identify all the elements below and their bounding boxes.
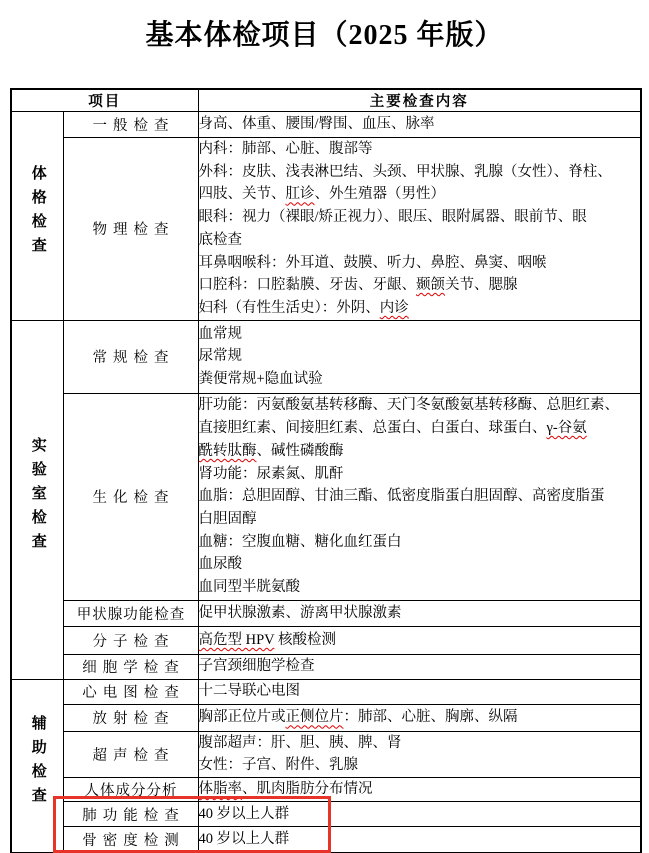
item-cell-ecg-check: 心电图检查 (63, 679, 198, 704)
item-cell-biochem-check: 生化检查 (63, 393, 198, 600)
content-text-misspelled: 酰转肽酶 (198, 442, 257, 459)
content-cell (198, 626, 641, 654)
item-cell-thyroid-check: 甲状腺功能检查 (63, 600, 198, 626)
item-cell-body-composition: 人体成分分析 (63, 778, 198, 802)
table-row (11, 626, 641, 654)
group-label-auxiliary (11, 679, 63, 852)
group-label-text: 辅助检查 (29, 715, 46, 812)
group-label-text: 体格检查 (29, 165, 46, 262)
content-text: 腹部超声：肝、胆、胰、脾、肾 (198, 734, 402, 751)
document-title: 基本体检项目（2025 年版） (145, 20, 504, 51)
content-text-misspelled: 颞颌 (416, 277, 445, 294)
item-cell-cytology-check: 细胞学检查 (63, 654, 198, 679)
content-text: 核酸检测 (274, 631, 336, 648)
content-text: 粪便常规+隐血试验 (198, 370, 323, 387)
content-text: 子宫颈细胞学检查 (198, 658, 315, 675)
table-row (11, 393, 641, 600)
content-text-misspelled: 体脂率 (198, 781, 242, 798)
content-text: 直接胆红素、间接胆红素、总蛋白、白蛋白、球蛋白、 (198, 420, 547, 437)
content-text: 促甲状腺激素、游离甲状腺激素 (198, 604, 402, 621)
exam-table (10, 88, 642, 853)
content-text: 血尿酸 (198, 556, 242, 573)
table-row-highlighted (11, 802, 641, 827)
content-text: 血常规 (198, 325, 242, 342)
content-text: 血脂：总胆固醇、甘油三酯、低密度脂蛋白胆固醇、高密度脂蛋 (198, 488, 605, 505)
content-text: 四肢、关节、 (198, 186, 286, 203)
table-row (11, 654, 641, 679)
content-text: 白胆固醇 (198, 510, 257, 527)
item-cell-ultrasound-check: 超声检查 (63, 731, 198, 777)
content-text: 40 岁以上人群 (198, 830, 290, 847)
content-text: 口腔科：口腔黏膜、牙齿、牙龈、 (198, 277, 416, 294)
content-text: 、肌肉脂肪分布情况 (242, 781, 373, 798)
content-cell (198, 731, 641, 777)
table-row (11, 778, 641, 802)
content-text: ：肺部、心脏、胸廓、纵隔 (343, 709, 518, 726)
content-cell (198, 778, 641, 802)
group-label-physical-exam (11, 112, 63, 321)
content-text: 女性：子宫、附件、乳腺 (198, 757, 358, 774)
content-text-misspelled: 高危型 HPV (198, 631, 275, 648)
content-cell (198, 679, 641, 704)
content-cell (198, 654, 641, 679)
table-row (11, 138, 641, 321)
table-row (11, 731, 641, 777)
item-cell-general-exam: 一般检查 (63, 112, 198, 138)
content-cell (198, 704, 641, 731)
content-text: 十二导联心电图 (198, 683, 300, 700)
content-text-misspelled: γ-谷氨 (546, 420, 587, 437)
content-cell (198, 320, 641, 393)
content-text: 妇科（有性生活史）：外阴、 (198, 299, 380, 316)
content-text: 、碱性磷酸酶 (256, 442, 344, 459)
content-text: 身高、体重、腰围/臀围、血压、脉率 (198, 116, 435, 133)
content-cell (198, 827, 641, 853)
content-cell (198, 802, 641, 827)
content-text: 内科：肺部、心脏、腹部等 (198, 141, 373, 157)
table-row (11, 112, 641, 138)
content-text: 、外生殖器（男性） (314, 186, 445, 203)
content-text: 胸部正位片或 (198, 709, 286, 726)
item-cell-radiology-check: 放射检查 (63, 704, 198, 731)
content-text-misspelled: 内诊 (379, 299, 409, 316)
table-row-highlighted (11, 827, 641, 853)
content-text: 尿常规 (198, 348, 242, 365)
content-cell (198, 600, 641, 626)
header-content-col: 主要检查内容 (198, 89, 641, 112)
item-cell-molecular-check: 分子检查 (63, 626, 198, 654)
content-cell (198, 112, 641, 138)
table-header-row (11, 89, 641, 112)
item-cell-routine-check: 常规检查 (63, 320, 198, 393)
table-row (11, 600, 641, 626)
content-text-misspelled: 肛诊 (285, 186, 315, 203)
content-text: 耳鼻咽喉科：外耳道、鼓膜、听力、鼻腔、鼻窦、咽喉 (198, 254, 547, 271)
content-text: 肝功能：丙氨酸氨基转移酶、天门冬氨酸氨基转移酶、总胆红素、 (198, 397, 619, 414)
item-cell-lung-function: 肺功能检查 (63, 802, 198, 827)
item-cell-bone-density: 骨密度检测 (63, 827, 198, 853)
content-cell (198, 138, 641, 321)
table-row (11, 679, 641, 704)
content-text: 肾功能：尿素氮、肌酐 (198, 465, 344, 482)
content-text: 血同型半胱氨酸 (198, 579, 300, 596)
header-item-col: 项目 (11, 89, 198, 112)
content-text: 血糖：空腹血糖、糖化血红蛋白 (198, 533, 402, 550)
group-label-text: 实验室检查 (29, 437, 46, 558)
table-row (11, 704, 641, 731)
content-text: 40 岁以上人群 (198, 805, 290, 822)
item-cell-physical-check: 物理检查 (63, 138, 198, 321)
content-text-misspelled: 正侧位片 (285, 709, 344, 726)
content-text: 眼科：视力（裸眼/矫正视力）、眼压、眼附属器、眼前节、眼 (198, 209, 587, 226)
table-row (11, 320, 641, 393)
content-text: 外科：皮肤、浅表淋巴结、头颈、甲状腺、乳腺（女性）、脊柱、 (198, 163, 612, 180)
content-cell (198, 393, 641, 600)
content-text: 底检查 (198, 231, 242, 248)
group-label-laboratory (11, 320, 63, 679)
content-text: 关节、腮腺 (445, 277, 518, 294)
